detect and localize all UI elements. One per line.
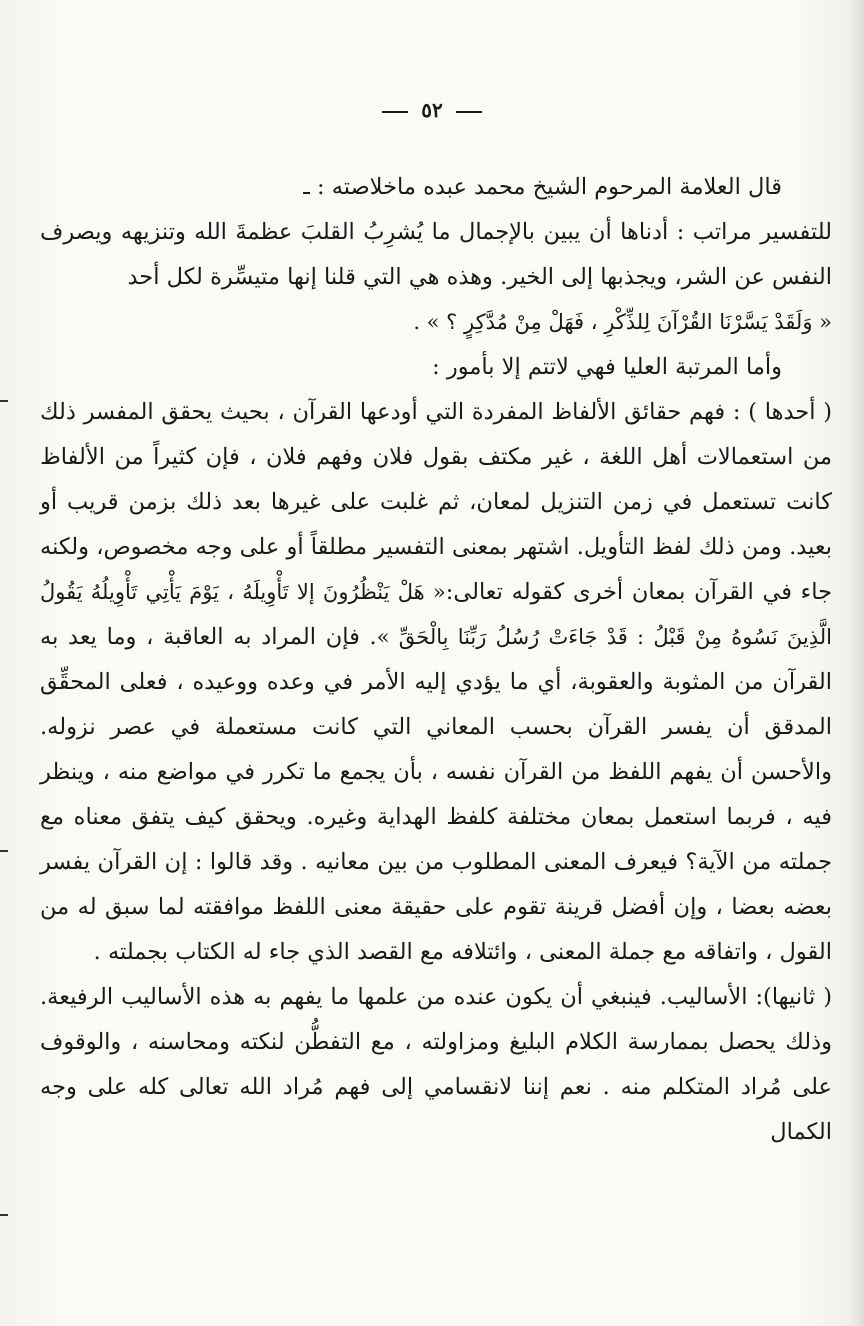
header-dash-right	[456, 111, 482, 113]
page-header	[0, 98, 864, 122]
paragraph-higher-level: وأما المرتبة العليا فهي لاتتم إلا بأمور :	[432, 354, 782, 380]
paragraph-levels-text: للتفسير مراتب : أدناها أن يبين بالإجمال ما يُشرِبُ القلبَ عظمةَ الله وتنزيهه ويصرف النفس عن الشر، ويجذبها إلى الخير. وهذه هي التي قلنا إنها متيسِّرة لكل أحد	[40, 219, 832, 290]
page-body	[40, 165, 832, 1155]
intro-line: قال العلامة المرحوم الشيخ محمد عبده ماخلاصته : ـ	[303, 174, 782, 200]
first-matter-lead: ( أحدها ) :	[732, 399, 832, 425]
first-matter-tail: . فإن المراد به العاقبة ، وما يعد به القرآن من المثوبة والعقوبة، أي ما يؤدي إليه الأمر في وعده ووعيده ، فعلى المحقِّق المدقق أن يفسر القرآن بحسب المعاني التي كانت مستعملة في عصر نزوله. والأحسن أن يفهم اللفظ من القرآن نفسه ، بأن يجمع ما تكرر في مواضع منه ، وينظر فيه ، فربما استعمل بمعان مختلفة كلفظ الهداية وغيره. ويحقق كيف يتفق معناه مع جملته من الآية؟ فيعرف المعنى المطلوب من بين معانيه . وقد قالوا : إن القرآن يفسر بعضه بعضا ، وإن أفضل قرينة تقوم على حقيقة معنى اللفظ موافقته لما سبق له من القول ، واتفاقه مع جملة المعنى ، وائتلافه مع القصد الذي جاء له الكتاب بجملته .	[40, 624, 832, 965]
second-matter-lead: ( ثانيها):	[755, 984, 832, 1010]
quran-verse-2: « هَلْ يَنْظُرُونَ إلا تَأْوِيلَهُ ، يَوْمَ يَأْتِي تَأْوِيلُهُ يَقُولُ الَّذِينَ نَسُوهُ مِنْ قَبْلُ : قَدْ جَاءَتْ رُسُلُ رَبِّنَا بِالْحَقِّ »	[40, 580, 833, 649]
second-matter-text: الأساليب. فينبغي أن يكون عنده من علمها ما يفهم به هذه الأساليب الرفيعة. وذلك يحصل بممارسة الكلام البليغ ومزاولته ، مع التفطُّن لنكته ومحاسنه ، والوقوف على مُراد المتكلم منه . نعم إننا لانقسامي إلى فهم مُراد الله تعالى كله على وجه الكمال	[40, 984, 832, 1145]
page-edge-shadow	[850, 0, 864, 1326]
paragraph-levels	[40, 210, 832, 345]
header-dash-left	[382, 111, 408, 113]
quran-verse-1: « وَلَقَدْ يَسَّرْنَا القُرْآنَ لِلذِّكْرِ ، فَهَلْ مِنْ مُدَّكِرٍ ؟ » .	[413, 310, 832, 334]
margin-mark	[0, 1214, 8, 1216]
page-number: ٥٢	[421, 98, 443, 122]
paragraph-second-matter	[40, 975, 832, 1155]
margin-mark	[0, 850, 8, 852]
paragraph-first-matter	[40, 390, 832, 975]
first-matter-text: فهم حقائق الألفاظ المفردة التي أودعها القرآن ، بحيث يحقق المفسر ذلك من استعمالات أهل اللغة ، غير مكتف بقول فلان وفهم فلان ، فإن كثيراً من الألفاظ كانت تستعمل في زمن التنزيل لمعان، ثم غلبت على غيرها بعد ذلك بزمن قريب أو بعيد. ومن ذلك لفظ التأويل. اشتهر بمعنى التفسير مطلقاً أو على وجه مخصوص، ولكنه جاء في القرآن بمعان أخرى كقوله تعالى:	[40, 399, 833, 605]
margin-mark	[0, 400, 8, 402]
